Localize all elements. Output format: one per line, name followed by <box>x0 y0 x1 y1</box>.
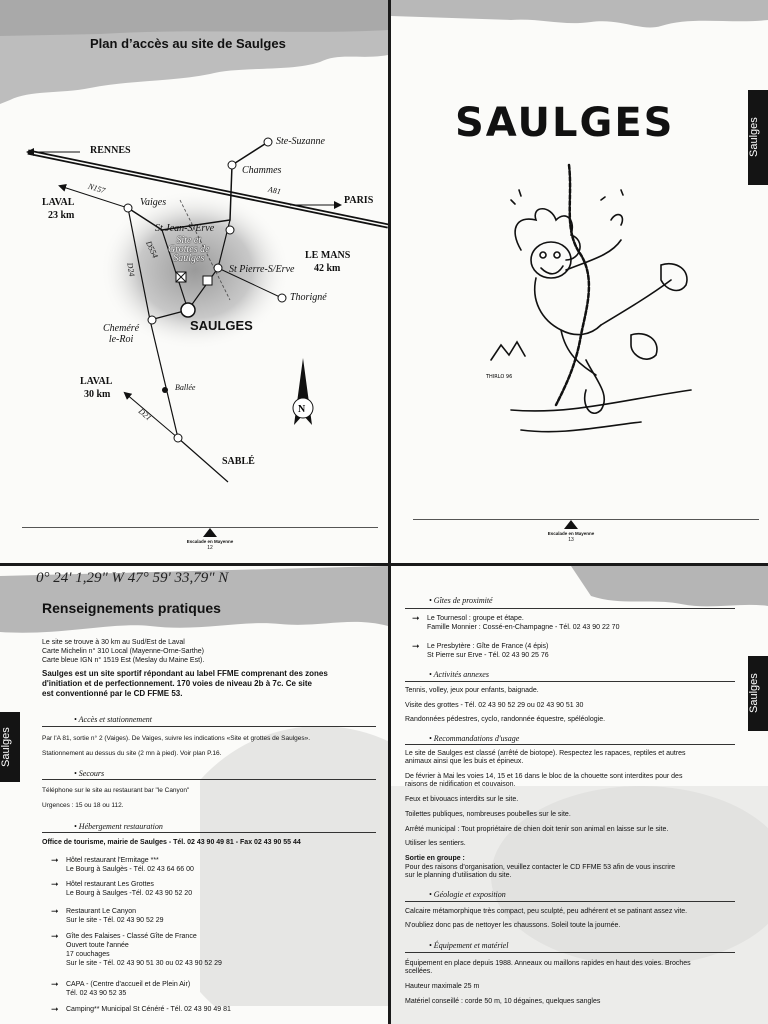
heberg-item-0: ➞ Hôtel restaurant l'Ermitage *** Le Bourg à Saulgès - Tél. 02 43 64 66 00 <box>51 855 194 873</box>
cartoon-signature: THIRLO 96 <box>486 374 513 380</box>
equip-heading: • Équipement et matériel <box>429 941 509 950</box>
reco-5: Toilettes publiques, nombreuses poubelles sur le site. <box>405 811 571 818</box>
section-tab: Saulges <box>748 656 768 731</box>
groupe-1: sur le planning d'utilisation du site. <box>405 872 512 879</box>
page-12 <box>0 0 388 563</box>
label-ballee: Ballée <box>175 383 196 392</box>
label-saulges: SAULGES <box>190 318 253 333</box>
bold-intro-1: d'initiation et de perfectionnement. 170 voies de niveau 2b à 7c. Ce site <box>42 679 312 688</box>
svg-text:N: N <box>298 404 306 415</box>
label-rennes: RENNES <box>90 145 131 156</box>
page-13 <box>391 0 768 563</box>
label-vaiges: Vaiges <box>140 197 167 208</box>
section-tab: Saulges <box>748 90 768 185</box>
acces-0: Par l'A 81, sortie n° 2 (Vaiges). De Vaiges, suivre les indications «Site et grottes de Saulges». <box>42 735 311 742</box>
geo-heading: • Géologie et exposition <box>429 890 506 899</box>
reco-0: Le site de Saulges est classé (arrêté de biotope). Respectez les rapaces, reptiles et autres <box>405 750 686 757</box>
activite-0: Tennis, volley, jeux pour enfants, baignade. <box>405 687 539 694</box>
rule <box>405 608 735 609</box>
ffme-logo-icon <box>564 520 578 529</box>
label-n157: N157 <box>87 181 107 196</box>
label-laval-bot: LAVAL <box>80 376 113 387</box>
brush-header <box>391 0 768 70</box>
secours-heading: • Secours <box>74 769 105 778</box>
hebergement-heading: • Hébergement restauration <box>74 822 163 831</box>
label-st-pierre: St Pierre-S/Erve <box>229 264 295 275</box>
rule <box>405 952 735 953</box>
arrow-icon: ➞ <box>51 1004 59 1014</box>
equip-2: Hauteur maximale 25 m <box>405 983 480 990</box>
activite-2: Randonnées pédestres, cyclo, randonnée équestre, spéléologie. <box>405 716 606 723</box>
heberg-item-3: ➞ Gîte des Falaises - Classé Gîte de France Ouvert toute l'année 17 couchages Sur le site - Tél. 02 43 90 51 30 ou 02 43 90 52 29 <box>51 931 222 967</box>
page-15 <box>391 566 768 1024</box>
arrow-icon: ➞ <box>51 855 59 865</box>
bold-intro-0: Saulges est un site sportif répondant au label FFME comprenant des zones <box>42 669 328 678</box>
geo-0: Calcaire métamorphique très compact, peu sculpté, peu adhérent et se patinant assez vite. <box>405 908 688 915</box>
gite-item-0: ➞ Le Tournesol : groupe et étape. Famille Monnier : Cossé-en-Champagne - Tél. 02 43 90 22 70 <box>412 613 620 631</box>
activite-1: Visite des grottes - Tél. 02 43 90 52 29 ou 02 43 90 51 30 <box>405 702 584 709</box>
section-title: Renseignements pratiques <box>42 600 221 616</box>
heberg-item-5: ➞ Camping** Municipal St Cénéré - Tél. 02 43 90 49 81 <box>51 1004 231 1014</box>
rule <box>42 832 376 833</box>
label-d21: D21 <box>136 406 154 423</box>
rule <box>405 901 735 902</box>
label-thorigne: Thorigné <box>290 292 327 303</box>
label-site: Site et Grottes de Saulges <box>168 235 210 264</box>
gites-heading: • Gîtes de proximité <box>429 596 493 605</box>
arrow-icon: ➞ <box>412 613 420 623</box>
reco-2: De février à Mai les voies 14, 15 et 16 dans le bloc de la chouette sont interdites pour des <box>405 773 683 780</box>
reco-4: Feux et bivouacs interdits sur le site. <box>405 796 519 803</box>
label-laval-bot-km: 30 km <box>84 389 111 400</box>
reco-7: Utiliser les sentiers. <box>405 840 466 847</box>
north-arrow-icon <box>293 358 313 425</box>
label-st-jean: St Jean-S/Erve <box>155 223 215 234</box>
label-paris: PARIS <box>344 195 374 206</box>
arrow-icon: ➞ <box>51 879 59 889</box>
intro-1: Carte Michelin n° 310 Local (Mayenne-Orne-Sarthe) <box>42 648 204 655</box>
reco-3: raisons de nidification et couvaison. <box>405 781 516 788</box>
footer-13: Escalade en Mayenne 13 <box>541 520 601 543</box>
label-a81: A81 <box>267 184 282 197</box>
equip-1: scellées. <box>405 968 433 975</box>
rule <box>405 744 735 745</box>
label-laval-top-km: 23 km <box>48 210 75 221</box>
section-tab: Saulges <box>0 712 20 782</box>
arrow-icon: ➞ <box>51 906 59 916</box>
label-d554: D554 <box>144 239 160 260</box>
secours-1: Urgences : 15 ou 18 ou 112. <box>42 802 124 809</box>
map-title: Plan d’accès au site de Saulges <box>90 36 286 51</box>
reco-6: Arrêté municipal : Tout propriétaire de chien doit tenir son animal en laisse sur le site. <box>405 826 669 833</box>
rule <box>405 681 735 682</box>
bg-photo <box>200 706 388 1006</box>
rule <box>42 779 376 780</box>
bold-intro-2: est conventionné par le CD FFME 53. <box>42 689 183 698</box>
heberg-item-4: ➞ CAPA - (Centre d'accueil et de Plein Air) Tél. 02 43 90 52 35 <box>51 979 191 997</box>
equip-0: Équipement en place depuis 1988. Anneaux ou maillons rapides en haut des voies. Broches <box>405 960 691 967</box>
gps-coordinates: 0° 24' 1,29" W 47° 59' 33,79" N <box>36 570 229 586</box>
acces-heading: • Accès et stationnement <box>74 715 152 724</box>
label-chemere: Cheméré le-Roi <box>103 323 140 345</box>
page-title: SAULGES <box>455 100 675 146</box>
activites-heading: • Activités annexes <box>429 670 489 679</box>
ffme-logo-icon <box>203 528 217 537</box>
climber-cartoon <box>391 160 768 460</box>
label-chammes: Chammes <box>242 165 282 176</box>
page-14 <box>0 566 388 1024</box>
heberg-item-2: ➞ Restaurant Le Canyon Sur le site - Tél. 02 43 90 52 29 <box>51 906 164 924</box>
arrow-icon: ➞ <box>412 641 420 651</box>
label-le-mans: LE MANS <box>305 250 351 261</box>
label-d24: D24 <box>125 261 137 278</box>
label-le-mans-km: 42 km <box>314 263 341 274</box>
intro-0: Le site se trouve à 30 km au Sud/Est de Laval <box>42 639 185 646</box>
acces-1: Stationnement au dessus du site (2 mn à pied). Voir plan P.16. <box>42 750 222 757</box>
groupe-0: Pour des raisons d'organisation, veuillez contacter le CD FFME 53 afin de vous inscrire <box>405 864 676 871</box>
secours-0: Téléphone sur le site au restaurant bar "le Canyon" <box>42 787 190 794</box>
gite-item-1: ➞ Le Presbytère : Gîte de France (4 épis) St Pierre sur Erve - Tél. 02 43 90 25 76 <box>412 641 549 659</box>
geo-1: N'oubliez donc pas de nettoyer les chaussons. Soleil toute la journée. <box>405 922 621 929</box>
footer-12: Escalade en Mayenne 12 <box>180 528 240 551</box>
reco-heading: • Recommandations d'usage <box>429 734 520 743</box>
rule <box>42 726 376 727</box>
tourist-office: Office de tourisme, mairie de Saulges - Tél. 02 43 90 49 81 - Fax 02 43 90 55 44 <box>42 839 301 846</box>
heberg-item-1: ➞ Hôtel restaurant Les Grottes Le Bourg à Saulges -Tél. 02 43 90 52 20 <box>51 879 193 897</box>
label-sable: SABLÉ <box>222 456 255 467</box>
arrow-icon: ➞ <box>51 931 59 941</box>
intro-2: Carte bleue IGN n° 1519 Est (Meslay du Maine Est). <box>42 657 205 664</box>
arrow-icon: ➞ <box>51 979 59 989</box>
label-ste-suzanne: Ste-Suzanne <box>276 136 325 147</box>
label-laval-top: LAVAL <box>42 197 75 208</box>
equip-3: Matériel conseillé : corde 50 m, 10 dégaines, quelques sangles <box>405 998 601 1005</box>
reco-1: animaux ainsi que les buis et épineux. <box>405 758 524 765</box>
groupe-heading: Sortie en groupe : <box>405 855 465 862</box>
